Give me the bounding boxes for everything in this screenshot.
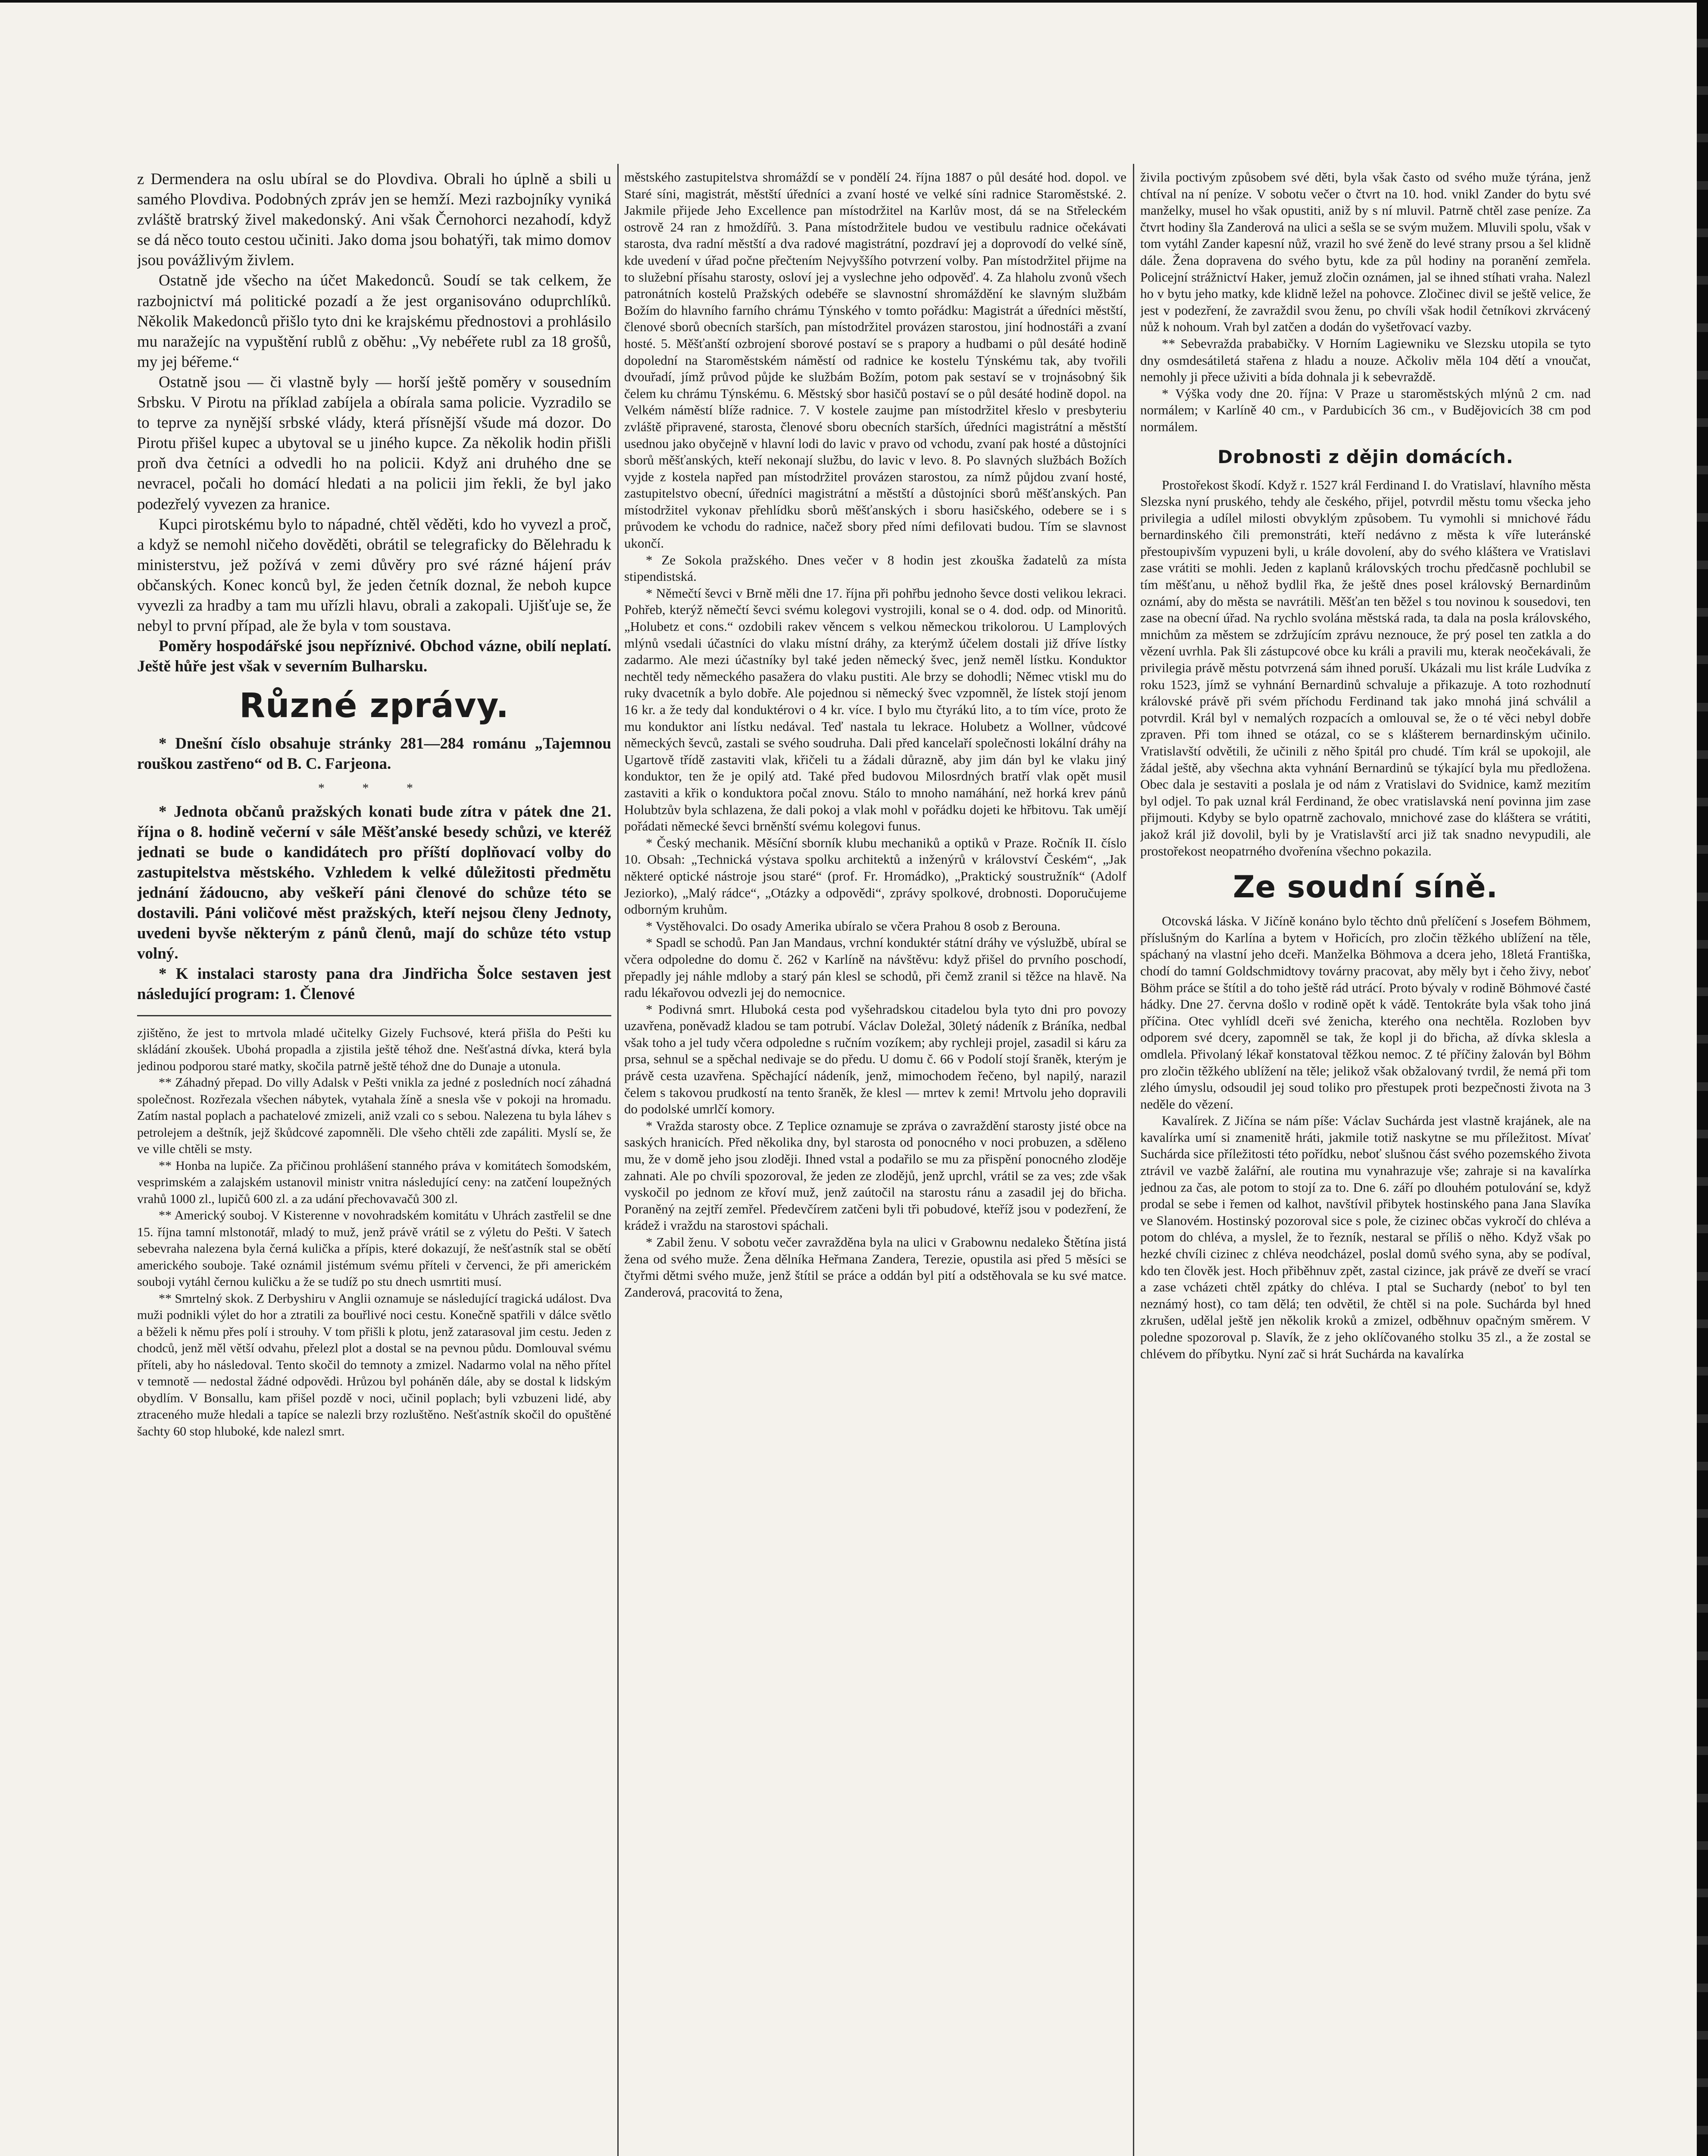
page-top-edge [0, 0, 1708, 3]
column-3 [1140, 169, 1591, 2156]
column-break-rule [137, 1015, 611, 1016]
separator: * * * [318, 780, 430, 795]
paragraph: Ostatně jde všecho na účet Makedonců. Soudí se tak celkem, že razbojnictví má politické pozadí a že jest organisováno oduprchlíků. Několik Makedonců přišlo tyto dni ke krajskému přednostovi a prohlásilo mu naražejíc na vypuštění rublů z oběhu: „Vy nebéřete rubl za 18 grošů, my jej béřeme.“ [137, 272, 611, 371]
section-heading-drobnosti: Drobnosti z dějin domácích. [1217, 446, 1514, 467]
news-item: * Vystěhovalci. Do osady Amerika ubíralo se včera Prahou 8 osob z Berouna. [646, 918, 1060, 934]
column-rule-left [617, 164, 619, 2156]
news-item: ** Smrtelný skok. Z Derbyshiru v Anglii oznamuje se následující tragická událost. Dva muži podnikli výlet do hor a ztratili za bouřlivé noci cestu. Konečně spatřili v dálce světlo a běželi k němu přes polí i strouhy. V tom přišli k plotu, jenž zatarasoval jim cestu. Jeden z chodců, jenž měl větší odvahu, přelezl plot a dostal se na pevnou půdu. Domlouval svému příteli, aby ho následoval. Tento skočil do temnoty a zmizel. Nadarmo volal na něho přítel v temnotě — nedostal žádné odpovědi. Hrůzou byl poháněn dále, aby se dostal k lidským obydlím. V Bonsallu, kam přišel pozdě v noci, učinil poplach; byli vzbuzeni lidé, aby ztraceného muže hledali a tapíce se nalezli brzy rozluštěno. Nešťastník skočil do opuštěné šachty 60 stop hluboké, kde nalezl smrt. [137, 1291, 611, 1438]
news-item: ** Honba na lupiče. Za přičinou prohlášení stanného práva v komitátech šomodském, vesprimském a zalajském ustanovil ministr vnitra následující ceny: na zatčení loupežných vrahů 1000 zl., lupičů 600 zl. a za udání přechovavačů 300 zl. [137, 1158, 611, 1206]
news-item: * Výška vody dne 20. října: V Praze u staroměstských mlýnů 2 cm. nad normálem; v Karlíně 40 cm., v Pardubicích 36 cm., v Budějovicích 38 cm pod normálem. [1140, 385, 1591, 434]
news-item: * Český mechanik. Měsíční sborník klubu mechaniků a optiků v Praze. Ročník II. číslo 10. Obsah: „Technická výstava spolku architektů a inženýrů v království Českém“, „Jak některé optické nástroje jsou staré“ (prof. Fr. Hromádko), „Praktický soustružník“ (Adolf Jeziorko), „Malý rádce“, „Otázky a odpovědi“, zprávy spolkové, drobnosti. Doporučujeme odborným kruhům. [624, 835, 1126, 917]
column-rule-right [1133, 164, 1134, 2156]
column-1 [137, 169, 611, 2156]
news-item: ** Záhadný přepad. Do villy Adalsk v Pešti vnikla za jedné z posledních nocí záhadná společnost. Rozřezala všechen nábytek, vytahala žíně a snesla vše v pokoji na hromadu. Zatím nastal poplach a pachatelové zmizeli, aniž vzali co s sebou. Nalezena tu byla láhev s petrolejem a deštník, jejž škůdcové zapomněli. Dle všeho chtěli zde zapáliti. Myslí se, že ve ville chtěli se msty. [137, 1075, 611, 1156]
news-item: * Dnešní číslo obsahuje stránky 281—284 románu „Tajemnou rouškou zastřeno“ od B. C. Farjeona. [137, 735, 611, 773]
court-item: Kavalírek. Z Jičína se nám píše: Václav Suchárda jest vlastně krajánek, ale na kavalírka umí si znamenitě hráti, jakmile totiž naskytne se mu příležitost. Mívať Suchárda sice příležitosti této pořídku, neboť slušnou část svého pozemského života ztrávil ve vazbě žalářní, ale routina mu vynahrazuje vše; zahraje si na kavalírka jednou za čas, ale potom to stojí za to. Dne 6. září po dlouhém potulování se, když prodal se sebe i řemen od kalhot, navštívil přibytek hostinského pana Jana Slavíka ve Slanovém. Hostinský pozoroval sice s pole, že cizinec občas vykročí do chléva a potom do chléva, a myslel, že to řezník, nestaral se příliš o něho. Když však po hezké chvíli cizinec z chléva neodcházel, poslal domů svého syna, aby se podíval, kdo ten člověk jest. Hoch přiběhnuv zpět, zastal cizince, jak právě ze dveří se vrací a zase vcházeti chtěl zpátky do chléva. I ptal se Suchardy (neboť to byl ten neznámý host), co tam dělá; ten odvětil, že chtěl si na pole. Suchárda byl hned zkrušen, udělal ještě jen několik kroků a zmizel, odběhnuv opačným směrem. V poledne spozoroval p. Slavík, že z jeho oklíčovaného stolku 35 zl., a že zostal se chlévem do příbytku. Nyní zač si hrát Suchárda na kavalírka [1140, 1113, 1591, 1361]
news-item: ** Americký souboj. V Kisterenne v novohradském komitátu v Uhrách zastřelil se dne 15. října tamní mlstonotář, mladý to muž, jenž právě vrátil se z výletu do Pešti. V šatech sebevraha nalezena byla černá kulička a přípis, které dokazují, že nešťastník stal se obětí amerického souboje. Také oznámil jistémum svému příteli v červenci, že při americkém souboji vytáhl černou kuličku a že se tudíž po stu dnech usmrtiti musí. [137, 1208, 611, 1289]
section-heading-soudni-sin: Ze soudní síně. [1233, 869, 1498, 905]
paragraph: městského zastupitelstva shromáždí se v pondělí 24. října 1887 o půl desáté hod. dopol. ve Staré síni, magistrát, městští úředníci a zvaní hosté ve velké síni radnice Staroměstské. 2. Jakmile přijede Jeho Excellence pan místodržitel na Karlův most, dá se na Střeleckém ostrově 24 ran z hmoždířů. 3. Pana místodržitele budou ve vestibulu radnice očekávati starosta, dva radní městští a dva radové magistrátní, pozdraví jej a doprovodí do velké síně, kde uvedení v úřad počne přečtením Nejvyššího potvrzení volby. Pan místodržitel přijme na to služební přísahu starosty, osloví jej a vyslechne jeho odpověď. 4. Za hlaholu zvonů všech patronátních kostelů Pražských odebéře se slavnostní shromáždění ke slavným službám Božím do hlavního farního chrámu Týnského v tomto pořádku: Magistrát a úředníci městští, členové sborů obecních starších, pan místodržitel provázen starostou, jiní hodnostáři a zvaní hosté. 5. Měšťanští ozbrojení sborové postaví se s prapory a hudbami o půl desáté hodině dopolední na Staroměstském náměstí od radnice ke kostelu Týnskému tak, aby tvořili dvouřadí, jímž průvod půjde ke službám Božím, potom pak sestaví se v trojnásobný šik čelem ku chrámu Týnskému. 6. Městský sbor hasičů postaví se o půl desáté hodině dopol. na Velkém náměstí blíže radnice. 7. V kostele zaujme pan místodržitel křeslo v presbyteriu zvláště připravené, starosta, členové sboru obecních starších, úředníci magistrátní a městští usednou jako obyčejně v hlavní lodi do lavic v pravo od vchodu, zvaní pak hosté a důstojníci sborů měšťanských, kteří nekonají službu, do lavic v levo. 8. Po slavných službách Božích vyjde z kostela napřed pan místodržitel provázen starostou, za nímž půjdou zvaní hosté, zastupitelstvo obecní, úředníci magistrátní a městští a důstojníci sborů měšťanských. Pan místodržitel vykonav přehlídku sborů měšťanských i sboru hasičského, odebere se i s průvodem ke vchodu do radnice, načež sbory před ními defilovati budou. Tím se slavnost ukončí. [624, 169, 1126, 551]
column-2 [624, 169, 1126, 2156]
news-item: ** Sebevražda prababičky. V Horním Lagiewniku ve Slezsku utopila se tyto dny osmdesátiletá stařena z hladu a nouze. Ačkoliv měla 104 dětí a vnoučat, nemohly ji přece uživiti a bída dohnala ji k sebevraždě. [1140, 335, 1591, 385]
paragraph: Kupci pirotskému bylo to nápadné, chtěl věděti, kdo ho vyvezl a proč, a když se nemohl ničeho dověděti, obrátil se telegraficky do Bělehradu k ministerstvu, jež požívá v zemi důvěry pro své rázné hájení práv občanských. Konec konců byl, že jeden četník doznal, že neboh kupce vyvezli za hradby a tam mu uřízli hlavu, obrali a zakopali. Ujišťuje se, že nebyl to první případ, ale že byla v tom soustava. [137, 515, 611, 635]
section-heading-ruzne-zpravy: Různé zprávy. [239, 686, 510, 726]
news-item: * Spadl se schodů. Pan Jan Mandaus, vrchní konduktér státní dráhy ve výslužbě, ubíral se včera odpoledne do domu č. 262 v Karlíně na návštěvu: když přišel do prvního poschodí, přepadly jej náhle mdloby a starý pán klesl se schodů, při čemž zranil si těžce na hlavě. Na radu lékařovou odvezli jej do nemocnice. [624, 935, 1126, 1000]
news-item: * Němečtí ševci v Brně měli dne 17. října při pohřbu jednoho ševce dosti velikou lekraci. Pohřeb, kterýž němečtí ševci svému kolegovi vystrojili, konal se o 4. dod. odp. od Minoritů. „Holubetz et cons.“ ozdobili rakev věncem s velkou německou trikolorou. U Lamplových mlýnů vsedali účastníci do vlaku místní dráhy, za kterýmž účelem dostali již dříve lístky zadarmo. Ale mezi účastníky byl také jeden německý švec, jenž neměl lístku. Konduktor nechtěl tedy německého pasažera do vlaku pustiti. Ale brzy se dohodli; Němec vtiskl mu do ruky dvacetník a bylo dobře. Ale pojednou si německý švec vzpomněl, že lístek stojí jenom 16 kr. a že tedy dal konduktérovi o 4 kr. více. I bylo mu čtyrákú lito, a to tím více, proto že mu konduktor ani lístku nedával. Teď nastala tu lekrace. Holubetz a Wollner, vůdcové německých ševců, zastali se svého soudruha. Dali před kancelaří společnosti lokální dráhy na Ugartově třídě zastaviti vlak, křičeli tu a žádali důrazně, aby jim dán byl ke vlaku jiný konduktor, ten že je opilý atd. Také před budovou Milosrdných bratří vlak opět musil zastaviti a křik o konduktora počal znovu. Stálo to mnoho namáhání, než horká krev pánů Holubtzův byla schlazena, že dali pokoj a vlak mohl v pořádku dojeti ke hřbitovu. Tak umějí pořádati německé ševci brněnští svému kolegovi funus. [624, 585, 1126, 834]
news-item: * Vražda starosty obce. Z Teplice oznamuje se zpráva o zavraždění starosty jisté obce na saských hranicích. Před několika dny, byl starosta od ponocného v noci probuzen, a sděleno mu, že v domě jeho jsou zloději. Ihned vstal a podařilo se mu za přispění ponocného zloděje zahnati. Ale po chvíli spozoroval, že jeden ze zlodějů, jenž uprchl, vrátil se za ves; zde však vyskočil po jednom ze křoví muž, jenž zaútočil na starostu ránu a zasadil jej do břicha. Poraněný na zejtří zemřel. Předevčírem zatčeni byli tři pobudové, kteříž jsou v podezření, že krádež i vraždu na starostovi spáchali. [624, 1118, 1126, 1233]
paragraph: z Dermendera na oslu ubíral se do Plovdiva. Obrali ho úplně a sbili u samého Plovdiva. Podobných zpráv jen se hemží. Mezi razbojníky vyniká zvláště bratrský živel makedonský. Ani však Černohorci nezahodí, když se dá něco touto cestou učiniti. Jako doma jsou bohatýři, tak mimo domov jsou povážlivým živlem. [137, 170, 611, 270]
news-item: * Zabil ženu. V sobotu večer zavražděna byla na ulici v Grabownu nedaleko Štětína jistá žena od svého muže. Žena dělníka Heřmana Zandera, Terezie, opustila asi před 5 měsíci se čtyřmi dětmi svého muže, jenž štítil se práce a oddán byl pití a odstěhovala se ku své matce. Zanderová, pracovitá to žena, [624, 1235, 1126, 1300]
paragraph: Poměry hospodářské jsou nepříznivé. Obchod vázne, obilí neplatí. Ještě hůře jest však v severním Bulharsku. [137, 637, 611, 676]
news-item: * Ze Sokola pražského. Dnes večer v 8 hodin jest zkouška žadatelů za místa stipendistská. [624, 552, 1126, 584]
news-item: * K instalaci starosty pana dra Jindřicha Šolce sestaven jest následující program: 1. Členové [137, 965, 611, 1003]
history-item: Prostořekost škodí. Když r. 1527 král Ferdinand I. do Vratislaví, hlavního města Slezska nyní pruského, tehdy ale českého, přijel, potvrdil městu tomu všecka jeho privilegia a udílel milosti obvyklým způsobem. Tu vymohli si mnichové řádu bernardinského čili premonstráti, kteří nedávno z města k víře luteránské přestoupivším vypuzeni byli, u krále dovolení, aby do svého kláštera ve Vratislavi zase vrátiti se mohli. Jeden z kaplanů královských trochu předčasně pochlubil se tím měšťanu, u něhož bydlil řka, že ještě dnes posel královský Bernardinům oznámí, aby do města se navrátili. Měšťan ten běžel s tou novinou k sousedovi, ten zase na obecní úřad. Na rychlo svolána městská rada, ta dala na posla královského, mnichům za městem se zdržujícím zprávu neznouce, že prý posel ten zatkla a do vězení uvrhla. Pak šli zástupcové obce ku králi a pravili mu, kterak neočekávali, že privilegia právě městu potvrzená sám ihned poruší. Ukázali mu list krále Ludvíka z roku 1523, jímž se vyhnání Bernardinů schvaluje a přikazuje. A toto rozhodnutí královské právě při svém příchodu Ferdinand tak jako mnohá jiná schválil a potvrdil. Král byl v nemalých rozpacích a omlouval se, že o té věci nebyl dobře zpraven. Při tom ihned se otázal, co se s klášterem bernardinským učinilo. Vratislavští odvětili, že učinili z něho špitál pro chudé. Tím král se upokojil, ale žádal ještě, aby všechna akta vyhnání Bernardinů se týkající byla mu předložena. Obec dala je sestaviti a poslala je od nám z Vratislavi do Svidnice, kamž mezitím byl odjel. To pak uznal král Ferdinand, že obec vratislavská není povinna jim zase přijmouti. Kdyby se bylo opatrně zachovalo, mnichové zase do kláštera se vrátiti, jakož král již dovolil, byli by je Vratislavští arci již tak snadno nevypudili, ale prostořekost neopatrného dvořenína všechno pokazila. [1140, 477, 1591, 859]
page-right-edge [1697, 0, 1708, 2156]
news-item: zjištěno, že jest to mrtvola mladé učitelky Gizely Fuchsové, která přišla do Pešti ku skládání zkoušek. Ubohá propadla a zjistila ještě téhož dne. Nešťastná dívka, která byla jedinou podporou staré matky, skočila patrně ještě téhož dne do Dunaje a utonula. [137, 1025, 611, 1073]
news-item: * Jednota občanů pražských konati bude zítra v pátek dne 21. října o 8. hodině večerní v sále Měšťanské besedy schůzi, ve kteréž jednati se bude o kandidátech pro příští doplňovací volby do zastupitelstva městského. Vzhledem k velké důležitosti předmětu jednání žádoucno, aby veškeří páni členové do schůze této se dostavili. Páni voličové měst pražských, kteří nejsou členy Jednoty, uvedeni byvše některým z pánů členů, mají do schůze této vstup volný. [137, 802, 611, 963]
court-item: Otcovská láska. V Jičíně konáno bylo těchto dnů přelíčení s Josefem Böhmem, příslušným do Karlína a bytem v Hořicích, pro zločin těžkého ublížení na těle, spáchaný na vlastní jeho dceři. Manželka Böhmova a dcera jeho, 18letá Františka, chodí do tamní Goldschmidtovy továrny pracovat, aby měly byt i čeho živy, neboť Böhm práce se štítil a do toho ještě rád utrácí. Proto bývaly v rodině Böhmové časté hádky. Dne 27. června došlo v rodině opět k vádě. Tentokráte byla však toho jiná příčina. Otec vyhlídl dceři své ženicha, kterého ona nechtěla. Rozloben byv odporem své dcery, zapomněl se tak, že kopl ji do břicha, až dívka sklesla a omdlela. Přivolaný lékař konstatoval těžkou nemoc. Z té příčiny žalován byl Böhm pro zločin těžkého ublížení na těle; jelikož však obžalovaný tvrdil, že nemá při tom zlého úmyslu, odsoudil jej soud toliko pro přestupek proti bezpečnosti života na 3 neděle do vězení. [1140, 913, 1591, 1112]
paragraph: živila poctivým způsobem své děti, byla však často od svého muže týrána, jenž chtíval na ní peníze. V sobotu večer o čtvrt na 10. hod. vnikl Zander do bytu své manželky, musel ho však opustiti, aniž by s ní mluvil. Patrně chtěl zase peníze. Za čtvrt hodiny šla Zanderová na ulici a sešla se se svým mužem. Mluvili spolu, však v tom vytáhl Zander kapesní nůž, vrazil ho své ženě do levé strany prsou a šel klidně dále. Žena dopravena do svého bytu, kde za půl hodiny na poranění zemřela. Policejní strážnictví Haker, jemuž zločin oznámen, jal se ihned stíhati vraha. Nalezl ho v bytu jeho matky, kde klidně ležel na pohovce. Zločinec divil se ještě velice, že jest v podezření, že zavraždil svou ženu, po chvíli však hodil četníkovi zkrvácený nůž k nohoum. Vrah byl zatčen a dodán do vyšetřovací vazby. [1140, 169, 1591, 335]
paragraph: Ostatně jsou — či vlastně byly — horší ještě poměry v sousedním Srbsku. V Pirotu na příklad zabíjela a obírala sama policie. Vyzradilo se to teprve za nynější srbské vlády, která přísnější všude má dozor. Do Pirotu přišel kupec a ubytoval se u jiného kupce. Za několik hodin přišli proň dva četníci a odvedli ho na policii. Když ani druhého dne se nevracel, počali ho domácí hledati a na policii jim řekli, že byl jako podezřelý vyvezen za hranice. [137, 373, 611, 513]
news-item: * Podivná smrt. Hluboká cesta pod vyšehradskou citadelou byla tyto dni pro povozy uzavřena, poněvadž kladou se tam potrubí. Václav Doležal, 30letý nádeník z Bráníka, nedbal však toho a jel tudy včera odpoledne s ručním vozíkem; aby rychleji projel, zasadil si káru za prsa, sehnul se a spěchal nedivaje se do předu. U domu č. 66 v Podolí stojí šraněk, kterým je právě cesta uzavřena. Spěchající nádeník, jenž, mimochodem řečeno, byl napilý, narazil čelem s takovou prudkostí na tento šraněk, že klesl — mrtev k zemi! Mrtvolu jeho dopravili do podolské umrlčí komory. [624, 1001, 1126, 1117]
